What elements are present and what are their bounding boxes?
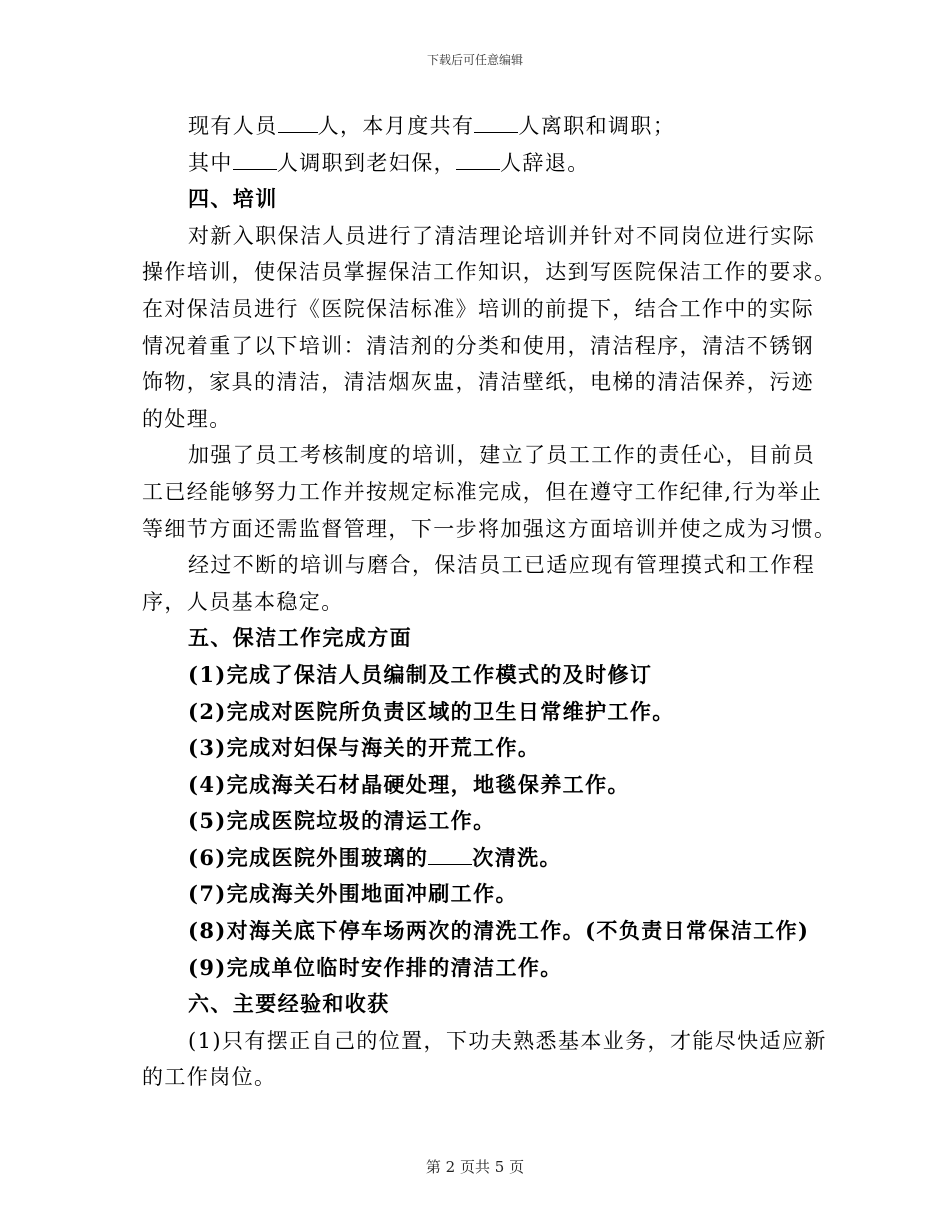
document-body	[142, 108, 837, 1096]
list-item: (1)完成了保洁人员编制及工作模式的及时修订	[188, 661, 653, 687]
paragraph-line: 经过不断的培训与磨合，保洁员工已适应现有管理摸式和工作程	[188, 553, 816, 578]
paragraph-line: 的工作岗位。	[142, 1065, 277, 1090]
list-item: (5)完成医院垃圾的清运工作。	[188, 808, 496, 834]
list-item: (6)完成医院外围玻璃的 次清洗。	[188, 844, 562, 870]
paragraph-line: 饰物，家具的清洁，清洁烟灰盅，清洁壁纸，电梯的清洁保养，污迹	[142, 370, 814, 395]
blank-current-staff	[278, 112, 318, 133]
page-footer: 第 2 页共 5 页	[425, 1158, 525, 1176]
page-header: 下载后可任意编辑	[426, 53, 523, 67]
list-item: (4)完成海关石材晶硬处理，地毯保养工作。	[188, 771, 630, 797]
paragraph-line: 工已经能够努力工作并按规定标准完成，但在遵守工作纪律,行为举止	[142, 479, 823, 504]
list-item: (7)完成海关外围地面冲刷工作。	[188, 881, 518, 907]
blank-departed-staff	[474, 112, 518, 133]
paragraph-line: 操作培训，使保洁员掌握保洁工作知识，达到写医院保洁工作的要求。	[142, 260, 837, 285]
section-heading-completion: 五、保洁工作完成方面	[188, 625, 412, 651]
blank-dismissed	[456, 149, 500, 170]
paragraph-line: 在对保洁员进行《医院保洁标准》培训的前提下，结合工作中的实际	[142, 296, 814, 321]
paragraph-line: (1)只有摆正自己的位置，下功夫熟悉基本业务，才能尽快适应新	[188, 1028, 827, 1053]
list-item: (8)对海关底下停车场两次的清洗工作。(不负责日常保洁工作)	[188, 918, 810, 944]
blank-cleaning-count	[428, 844, 472, 865]
list-item: (2)完成对医院所负责区域的卫生日常维护工作。	[188, 698, 675, 724]
staff-count-line: 现有人员 人，本月度共有 人离职和调职；	[188, 114, 676, 138]
paragraph-line: 加强了员工考核制度的培训，建立了员工工作的责任心，目前员	[188, 443, 816, 468]
paragraph-line: 情况着重了以下培训：清洁剂的分类和使用，清洁程序，清洁不锈钢	[142, 333, 814, 358]
paragraph-line: 的处理。	[142, 406, 232, 431]
paragraph-line: 等细节方面还需监督管理，下一步将加强这方面培训并使之成为习惯。	[142, 516, 837, 541]
list-item: (3)完成对妇保与海关的开荒工作。	[188, 735, 541, 761]
transfer-line: 其中 人调职到老妇保， 人辞退。	[188, 150, 590, 175]
section-heading-training: 四、培训	[188, 186, 278, 212]
paragraph-line: 对新入职保洁人员进行了清洁理论培训并针对不同岗位进行实际	[188, 223, 816, 248]
paragraph-line: 序，人员基本稳定。	[142, 589, 344, 614]
list-item: (9)完成单位临时安作排的清洁工作。	[188, 954, 563, 980]
blank-transferred	[233, 149, 277, 170]
section-heading-experience: 六、主要经验和收获	[188, 991, 390, 1017]
